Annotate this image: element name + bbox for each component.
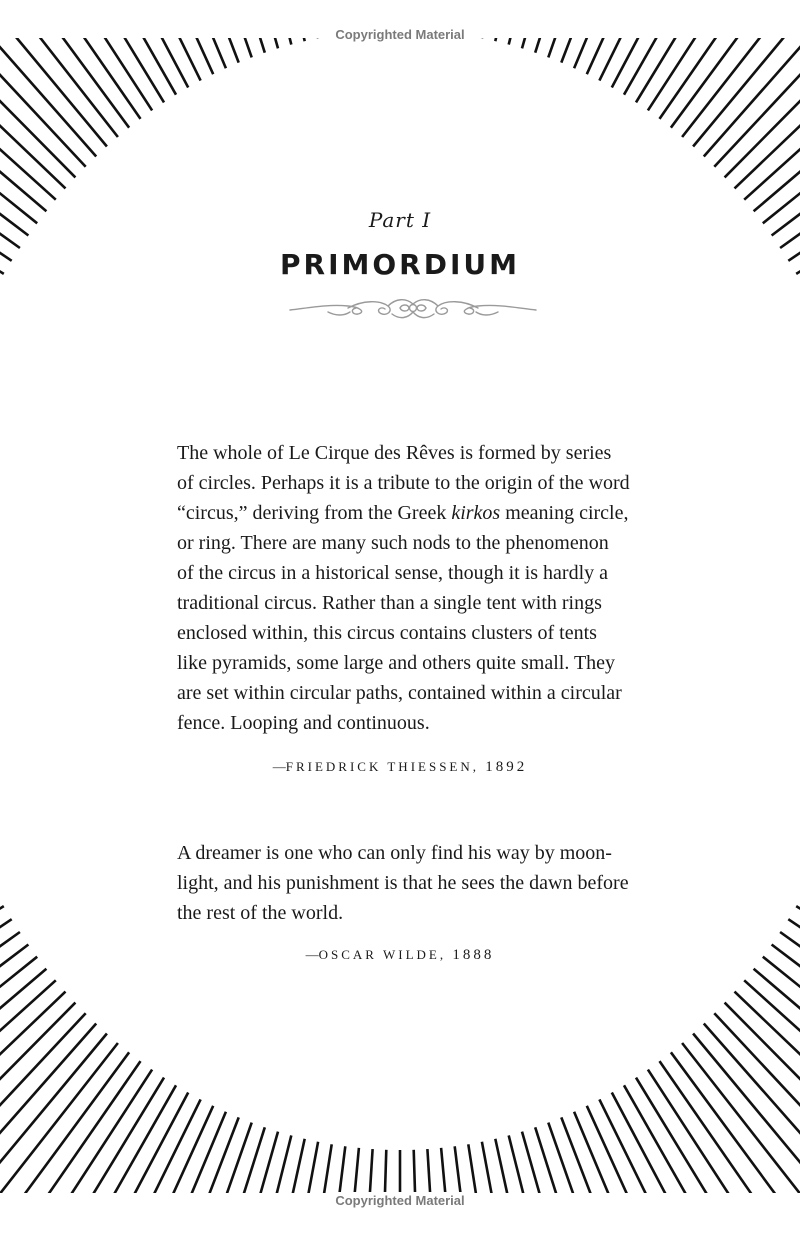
epigraph-line: The whole of Le Cirque des Rêves is formed by series — [177, 442, 612, 464]
epigraph-line: A dreamer is one who can only find his way by moon- — [177, 842, 612, 864]
epigraph-line: are set within circular paths, contained within a circular — [177, 682, 622, 704]
attribution-wilde: —OSCAR WILDE, 1888 — [305, 947, 495, 963]
epigraph-line: or ring. There are many such nods to the phenomenon — [177, 532, 609, 554]
epigraph-line: “circus,” deriving from the Greek kirkos meaning circle, — [177, 502, 629, 524]
epigraph-circles — [177, 438, 677, 738]
copyright-watermark-bottom: Copyrighted Material — [0, 1193, 800, 1208]
part-title: PRIMORDIUM — [280, 248, 520, 281]
epigraph-line: enclosed within, this circus contains clusters of tents — [177, 622, 597, 644]
epigraph-line: light, and his punishment is that he sees the dawn before — [177, 872, 629, 894]
epigraph-line: of circles. Perhaps it is a tribute to the origin of the word — [177, 472, 630, 494]
epigraph-line: the rest of the world. — [177, 902, 344, 924]
greek-word-kirkos: kirkos — [451, 502, 501, 524]
epigraph-line: traditional circus. Rather than a single tent with rings — [177, 592, 602, 614]
part-label: Part I — [368, 208, 432, 232]
epigraph-line: of the circus in a historical sense, though it is hardly a — [177, 562, 609, 584]
epigraph-line: like pyramids, some large and others quite small. They — [177, 652, 616, 674]
flourish-ornament-icon — [288, 292, 538, 324]
epigraph-line: fence. Looping and continuous. — [177, 712, 430, 734]
attribution-thiessen: —FRIEDRICK THIESSEN, 1892 — [272, 759, 528, 775]
epigraph-dreamer — [177, 838, 677, 928]
copyright-watermark-top: Copyrighted Material — [0, 27, 800, 42]
